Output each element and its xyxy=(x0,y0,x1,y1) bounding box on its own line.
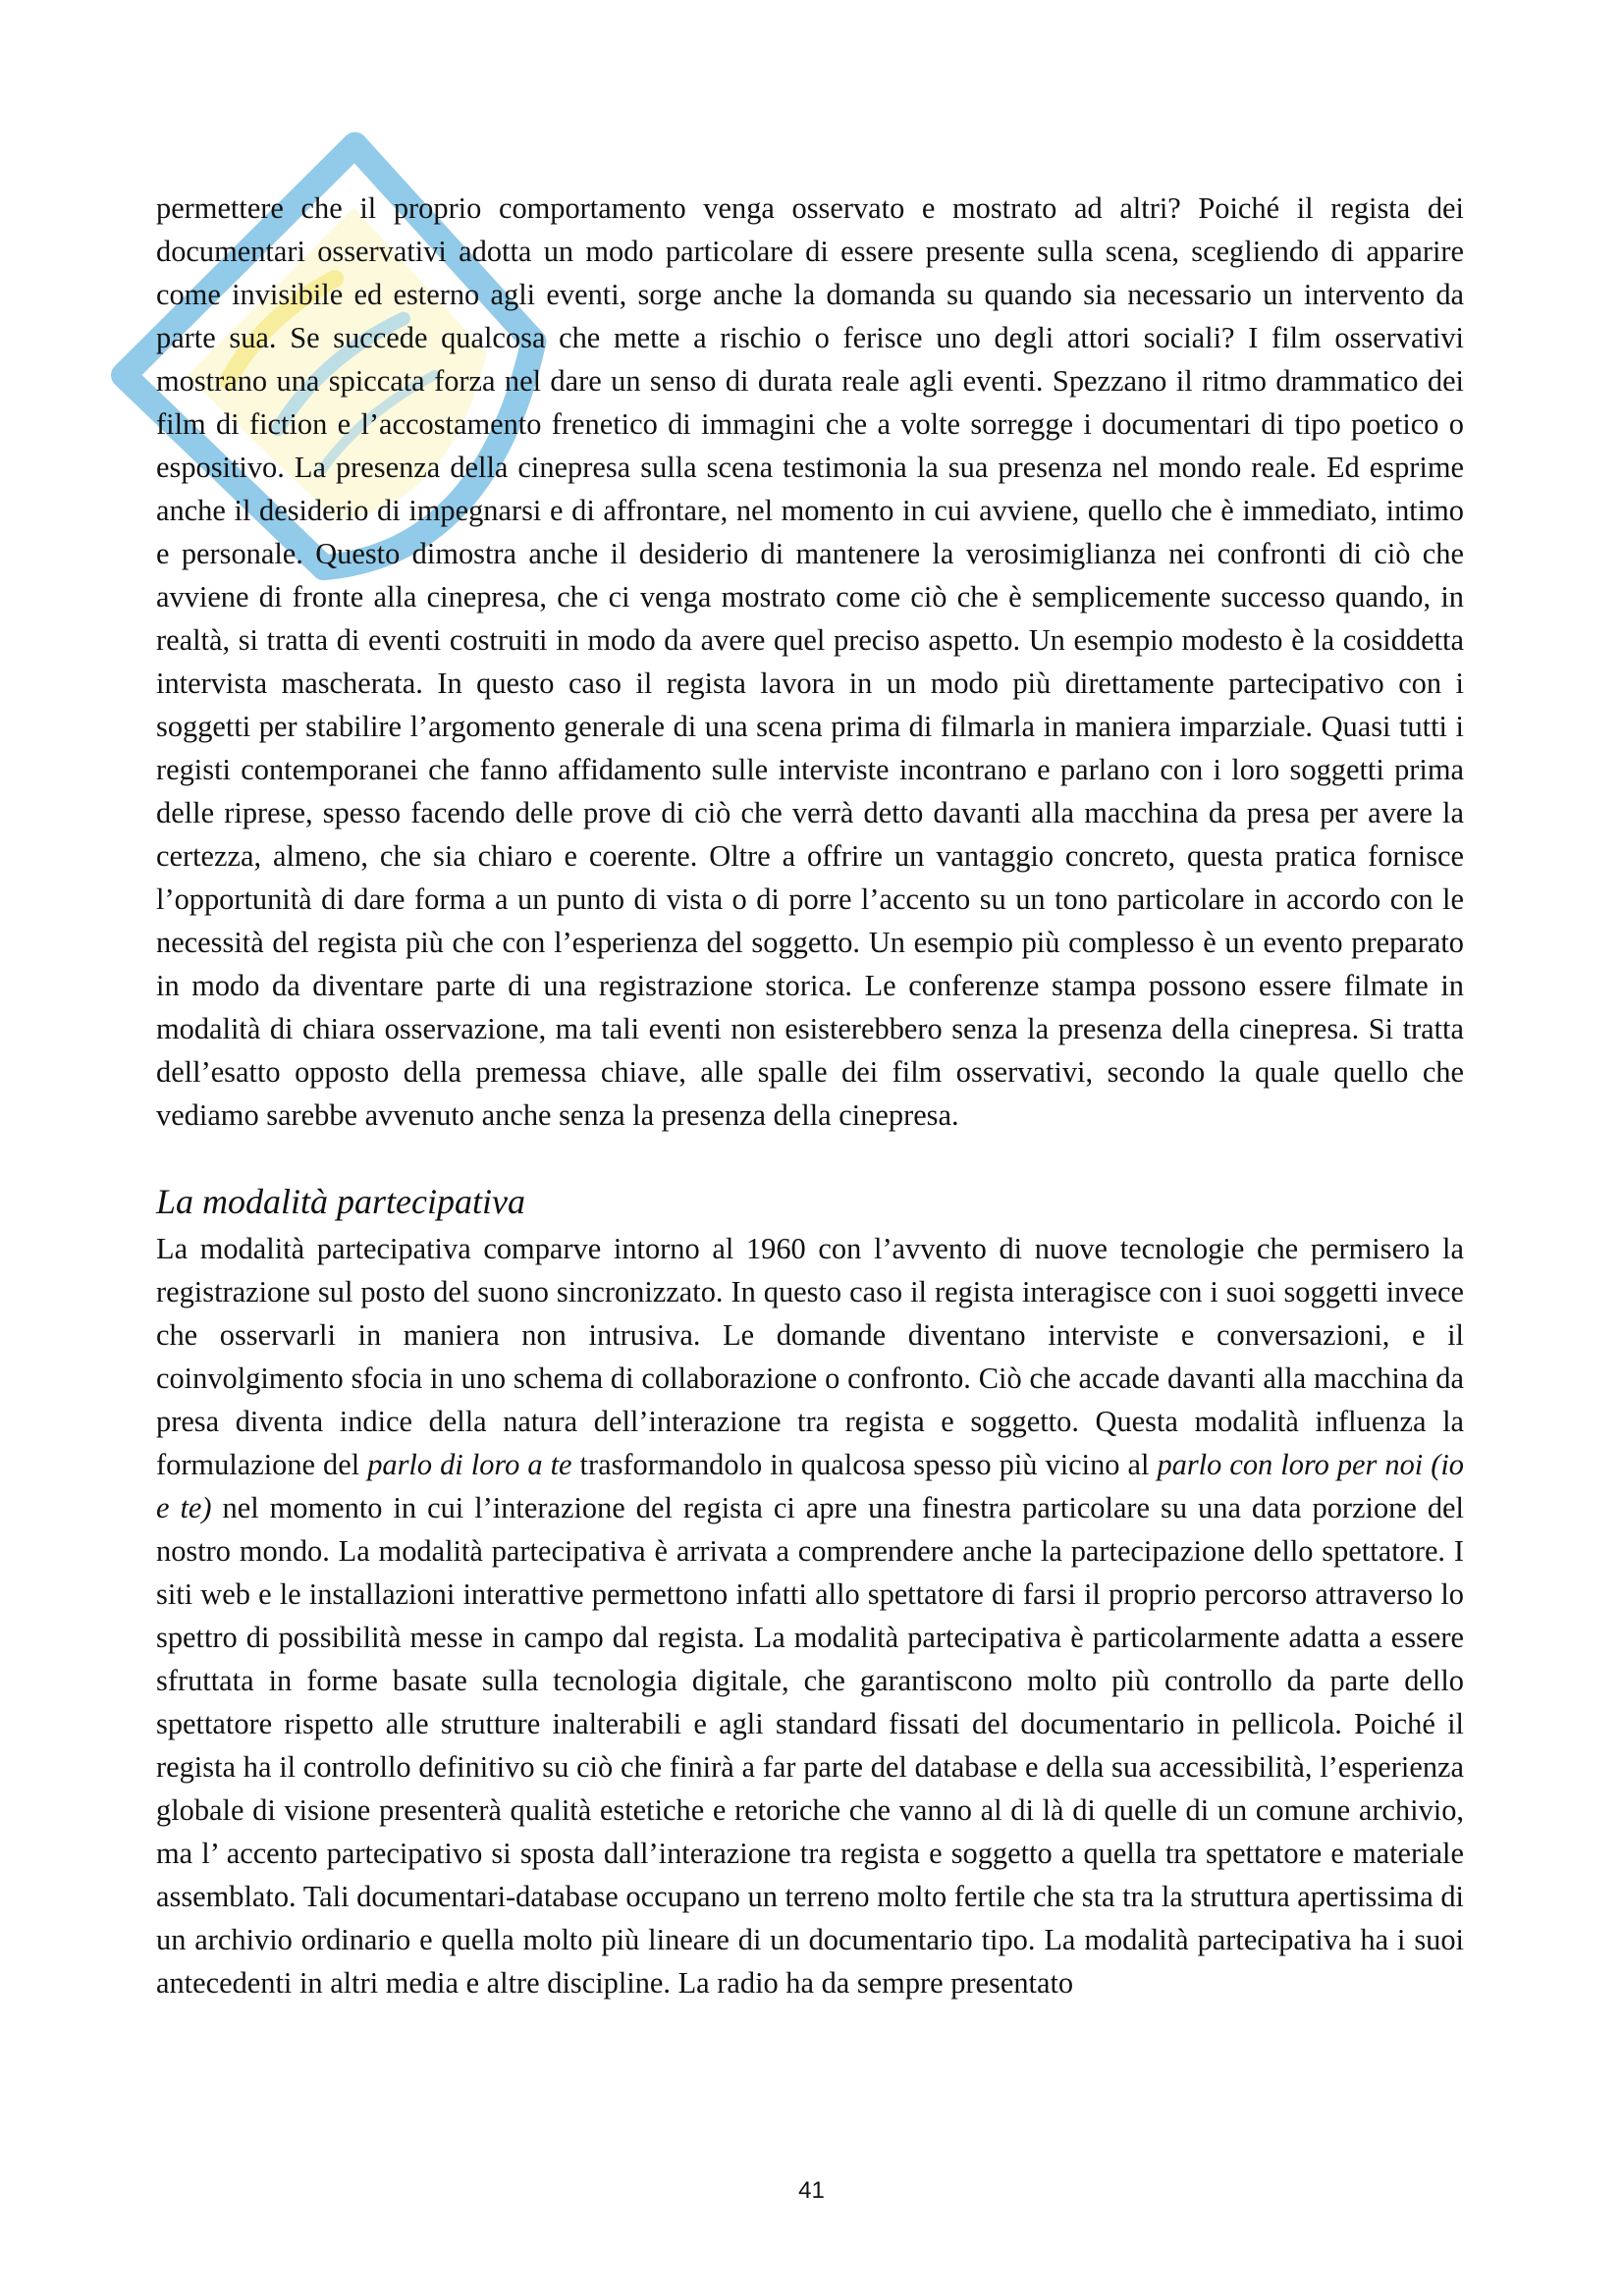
page-content xyxy=(156,187,1464,2004)
page-number: 41 xyxy=(798,2177,825,2204)
paragraph-text: nel momento in cui l’interazione del regista ci apre una finestra particolare su una data porzione del nostro mondo. La modalità partecipativa è arrivata a comprendere anche la partecipazione dello spettatore. I siti web e le installazioni interattive permettono infatti allo spettatore di farsi il proprio percorso attraverso lo spettro di possibilità messe in campo dal regista. La modalità partecipativa è particolarmente adatta a essere sfruttata in forme basate sulla tecnologia digitale, che garantiscono molto più controllo da parte dello spettatore rispetto alle strutture inalterabili e agli standard fissati del documentario in pellicola. Poiché il regista ha il controllo definitivo su ciò che finirà a far parte del database e della sua accessibilità, l’esperienza globale di visione presenterà qualità estetiche e retoriche che vanno al di là di quelle di un comune archivio, ma l’ accento partecipativo si sposta dall’interazione tra regista e soggetto a quella tra spettatore e materiale assemblato. Tali documentari-database occupano un terreno molto fertile che sta tra la struttura apertissima di un archivio ordinario e quella molto più lineare di un documentario tipo. La modalità partecipativa ha i suoi antecedenti in altri media e altre discipline. La radio ha da sempre presentato xyxy=(156,1491,1464,2000)
body-paragraph xyxy=(156,1227,1464,2004)
paragraph-text: trasformandolo in qualcosa spesso più vicino al xyxy=(571,1448,1158,1481)
section-heading: La modalità partecipativa xyxy=(156,1182,525,1221)
paragraph-text: La modalità partecipativa comparve intorno al 1960 con l’avvento di nuove tecnologie che permisero la registrazione sul posto del suono sincronizzato. In questo caso il regista interagisce con i suoi soggetti invece che osservarli in maniera non intrusiva. Le domande diventano interviste e conversazioni, e il coinvolgimento sfocia in uno schema di collaborazione o confronto. Ciò che accade davanti alla macchina da presa diventa indice della natura dell’interazione tra regista e soggetto. Questa modalità influenza la formulazione del xyxy=(156,1232,1464,1481)
italic-phrase: parlo con loro per noi (io e te) xyxy=(156,1448,1464,1524)
italic-phrase: parlo di loro a te xyxy=(367,1448,572,1481)
body-paragraph: permettere che il proprio comportamento venga osservato e mostrato ad altri? Poiché il regista dei documentari osservativi adotta un modo particolare di essere presente sulla scena, scegliendo di apparire come invisibile ed esterno agli eventi, sorge anche la domanda su quando sia necessario un intervento da parte sua. Se succede qualcosa che mette a rischio o ferisce uno degli attori sociali? I film osservativi mostrano una spiccata forza nel dare un senso di durata reale agli eventi. Spezzano il ritmo drammatico dei film di fiction e l’accostamento frenetico di immagini che a volte sorregge i documentari di tipo poetico o espositivo. La presenza della cinepresa sulla scena testimonia la sua presenza nel mondo reale. Ed esprime anche il desiderio di impegnarsi e di affrontare, nel momento in cui avviene, quello che è immediato, intimo e personale. Questo dimostra anche il desiderio di mantenere la verosimiglianza nei confronti di ciò che avviene di fronte alla cinepresa, che ci venga mostrato come ciò che è semplicemente successo quando, in realtà, si tratta di eventi costruiti in modo da avere quel preciso aspetto. Un esempio modesto è la cosiddetta intervista mascherata. In questo caso il regista lavora in un modo più direttamente partecipativo con i soggetti per stabilire l’argomento generale di una scena prima di filmarla in maniera imparziale. Quasi tutti i registi contemporanei che fanno affidamento sulle interviste incontrano e parlano con i loro soggetti prima delle riprese, spesso facendo delle prove di ciò che verrà detto davanti alla macchina da presa per avere la certezza, almeno, che sia chiaro e coerente. Oltre a offrire un vantaggio concreto, questa pratica fornisce l’opportunità di dare forma a un punto di vista o di porre l’accento su un tono particolare in accordo con le necessità del regista più che con l’esperienza del soggetto. Un esempio più complesso è un evento preparato in modo da diventare parte di una registrazione storica. Le conferenze stampa possono essere filmate in modalità di chiara osservazione, ma tali eventi non esisterebbero senza la presenza della cinepresa. Si tratta dell’esatto opposto della premessa chiave, alle spalle dei film osservativi, secondo la quale quello che vediamo sarebbe avvenuto anche senza la presenza della cinepresa. xyxy=(156,191,1464,1132)
